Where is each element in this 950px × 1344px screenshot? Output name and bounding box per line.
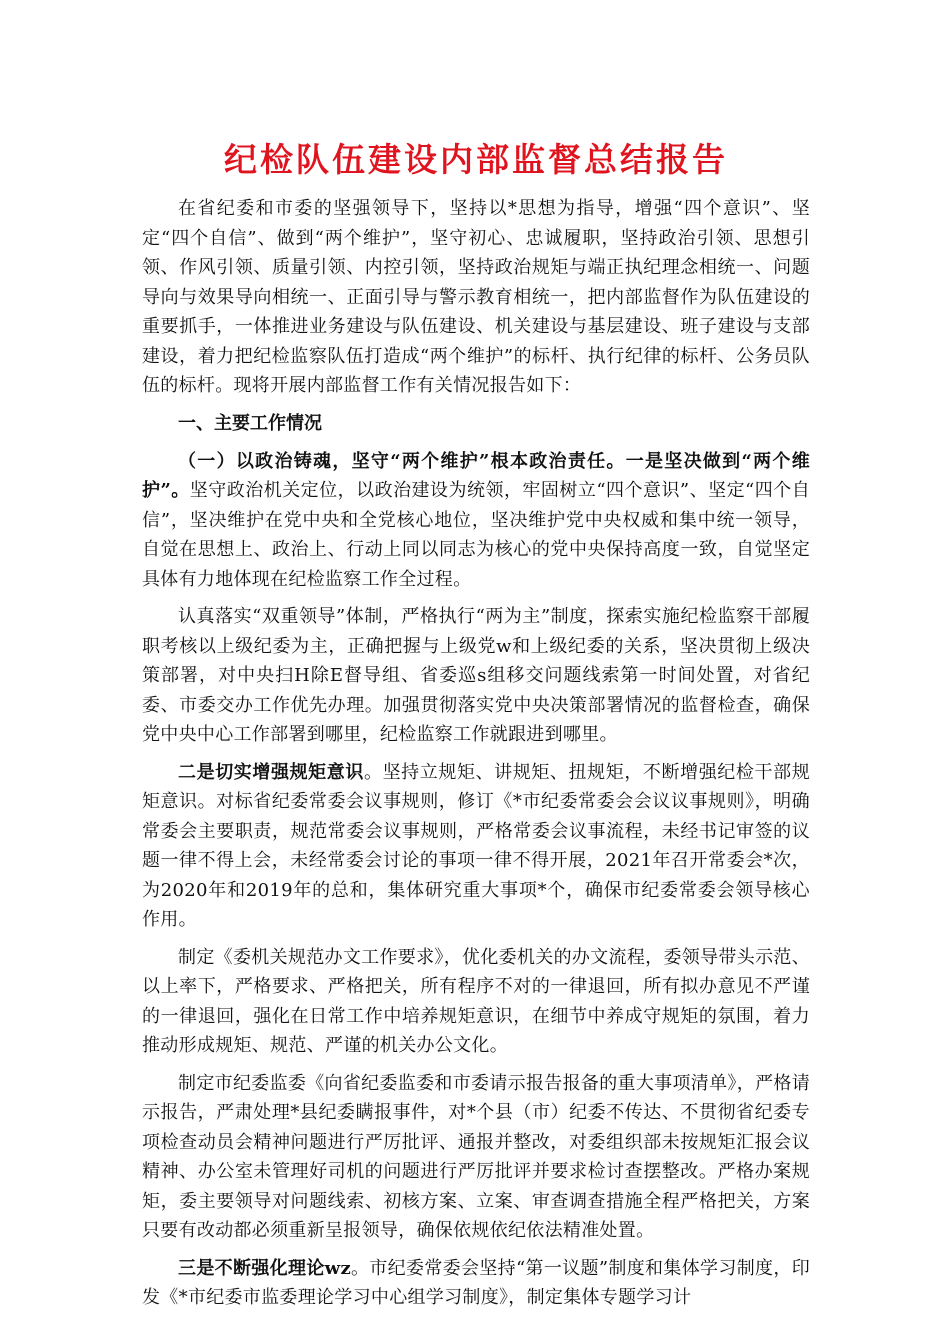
paragraph-rules-awareness <box>142 758 810 935</box>
document-title: 纪检队伍建设内部监督总结报告 <box>224 140 728 179</box>
section-heading-main-work: 一、主要工作情况 <box>178 412 322 434</box>
paragraph-body: 坚守政治机关定位，以政治建设为统领，牢固树立“四个意识”、坚定“四个自信”，坚决维护在党中央和全党核心地位，坚决维护党中央权威和集中统一领导，自觉在思想上、政治上、行动上同以同志为核心的党中央保持高度一致，自觉坚定具体有力地体现在纪检监察工作全过程。 <box>142 480 810 590</box>
paragraph-document-handling: 制定《委机关规范办文工作要求》，优化委机关的办文流程，委领导带头示范、以上率下，严格要求、严格把关，所有程序不对的一律退回，所有拟办意见不严谨的一律退回，强化在日常工作中培养规矩意识，在细节中养成守规矩的氛围，着力推动形成规矩、规范、严谨的机关办公文化。 <box>142 946 810 1056</box>
paragraph-political-loyalty <box>142 447 810 595</box>
paragraph-theory-study <box>142 1254 810 1313</box>
paragraph-lead: （一）以政治铸魂，坚守“两个维护”根本政治责任。一是坚决做到“两个维护”。 <box>142 450 810 501</box>
paragraph-body: 。市纪委常委会坚持“第一议题”制度和集体学习制度，印发《*市纪委市监委理论学习中心组学习制度》，制定集体专题学习计 <box>142 1257 811 1308</box>
intro-paragraph: 在省纪委和市委的坚强领导下，坚持以*思想为指导，增强“四个意识”、坚定“四个自信”、做到“两个维护”，坚守初心、忠诚履职，坚持政治引领、思想引领、作风引领、质量引领、内控引领，坚持政治规矩与端正执纪理念相统一、问题导向与效果导向相统一、正面引导与警示教育相统一，把内部监督作为队伍建设的重要抓手，一体推进业务建设与队伍建设、机关建设与基层建设、班子建设与支部建设，着力把纪检监察队伍打造成“两个维护”的标杆、执行纪律的标杆、公务员队伍的标杆。现将开展内部监督工作有关情况报告如下： <box>142 198 810 396</box>
paragraph-reporting-rules: 制定市纪委监委《向省纪委监委和市委请示报告报备的重大事项清单》，严格请示报告，严肃处理*县纪委瞒报事件，对*个县（市）纪委不传达、不贯彻省纪委专项检查动员会精神问题进行严厉批评、通报并整改，对委组织部未按规矩汇报会议精神、办公室未管理好司机的问题进行严厉批评并要求检讨查摆整改。严格办案规矩，委主要领导对问题线索、初核方案、立案、审查调查措施全程严格把关，方案只要有改动都必须重新呈报领导，确保依规依纪依法精准处置。 <box>142 1072 810 1241</box>
paragraph-lead: 三是不断强化理论wz <box>178 1257 351 1279</box>
paragraph-lead: 二是切实增强规矩意识 <box>178 761 364 783</box>
paragraph-body: 。坚持立规矩、讲规矩、扭规矩，不断增强纪检干部规矩意识。对标省纪委常委会议事规则，修订《*市纪委常委会会议议事规则》，明确常委会主要职责，规范常委会议事规则，严格常委会议事流程，未经书记审签的议题一律不得上会，未经常委会讨论的事项一律不得开展，2021年召开常委会*次，为2020年和2019年的总和，集体研究重大事项*个，确保市纪委常委会领导核心作用。 <box>142 761 810 930</box>
paragraph-dual-leadership: 认真落实“双重领导”体制，严格执行“两为主”制度，探索实施纪检监察干部履职考核以上级纪委为主，正确把握与上级党w和上级纪委的关系，坚决贯彻上级决策部署，对中央扫H除E督导组、省委巡s组移交问题线索第一时间处置，对省纪委、市委交办工作优先办理。加强贯彻落实党中央决策部署情况的监督检查，确保党中央中心工作部署到哪里，纪检监察工作就跟进到哪里。 <box>142 606 810 745</box>
document-page <box>142 140 810 1321</box>
